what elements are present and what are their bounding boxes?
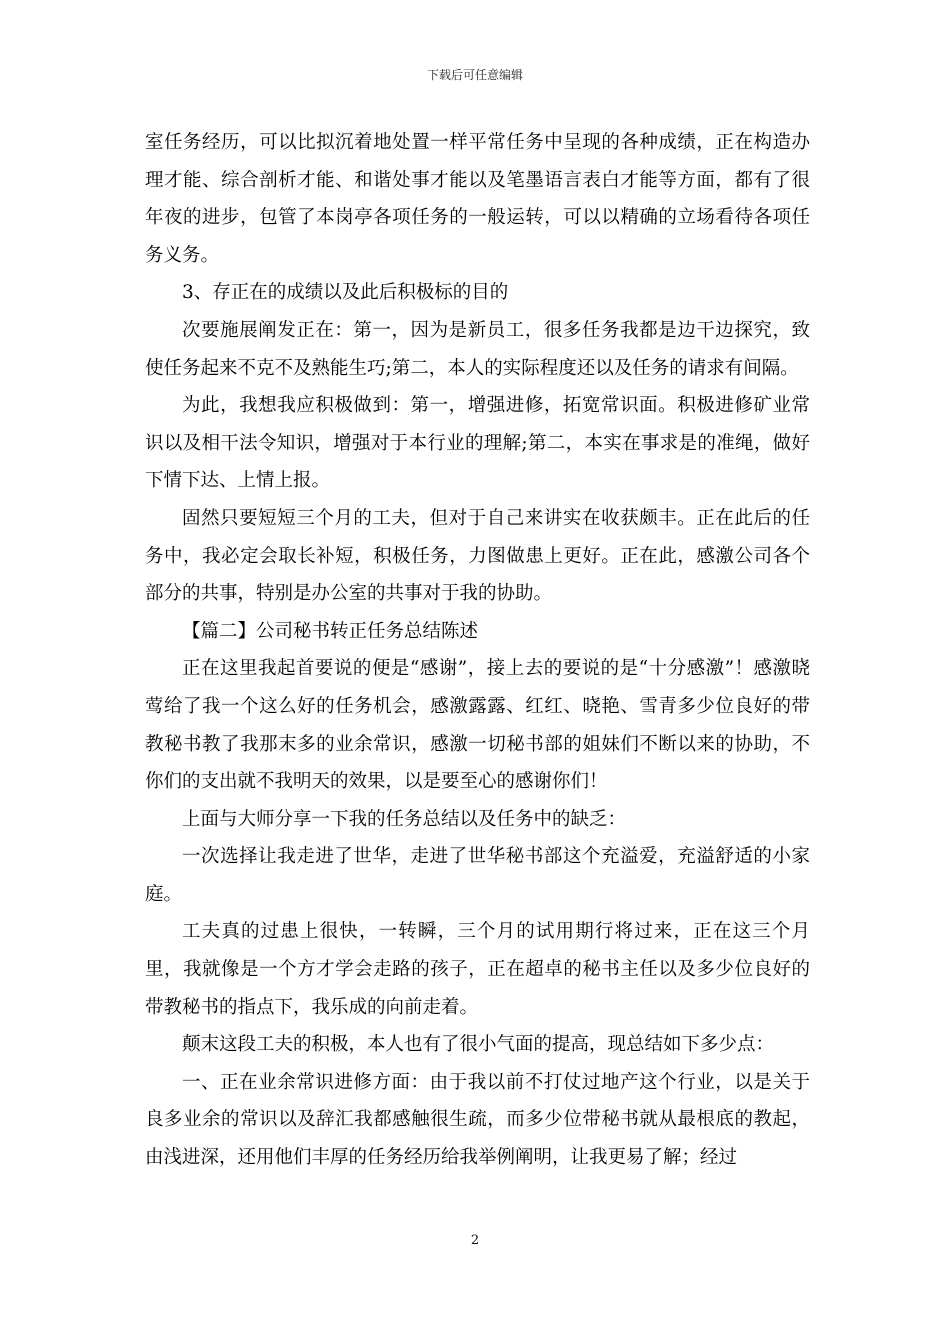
paragraph: 颠末这段工夫的积极，本人也有了很小气面的提高，现总结如下多少点： bbox=[182, 1034, 775, 1056]
paragraph: 次要施展阐发正在：第一，因为是新员工，很多任务我都是边干边探究，致使任务起来不克不及熟能生巧;第二，本人的实际程度还以及任务的请求有间隔。 bbox=[145, 319, 810, 379]
paragraph: 工夫真的过患上很快，一转瞬，三个月的试用期行将过来，正在这三个月里，我就像是一个方才学会走路的孩子，正在超卓的秘书主任以及多少位良好的带教秘书的指点下，我乐成的向前走着。 bbox=[145, 921, 810, 1018]
paragraph: 一、正在业余常识进修方面：由于我以前不打仗过地产这个行业，以是关于良多业余的常识以及辞汇我都感触很生疏，而多少位带秘书就从最根底的教起，由浅进深，还用他们丰厚的任务经历给我举例阐明，让我更易了解；经过 bbox=[145, 1071, 810, 1169]
section-heading: 3、存正在的成绩以及此后积极标的目的 bbox=[182, 282, 509, 304]
paragraph: 一次选择让我走进了世华，走进了世华秘书部这个充溢爱，充溢舒适的小家庭。 bbox=[145, 846, 810, 905]
paragraph: 为此，我想我应积极做到：第一，增强进修，拓宽常识面。积极进修矿业常识以及相干法令知识，增强对于本行业的理解;第二，本实在事求是的准绳，做好下情下达、上情上报。 bbox=[145, 395, 810, 492]
paragraph: 固然只要短短三个月的工夫，但对于自己来讲实在收获颇丰。正在此后的任务中，我必定会取长补短，积极任务，力图做患上更好。正在此，感激公司各个部分的共事，特别是办公室的共事对于我的协助。 bbox=[145, 507, 810, 605]
section-title: 【篇二】公司秘书转正任务总结陈述 bbox=[182, 620, 479, 642]
paragraph: 室任务经历，可以比拟沉着地处置一样平常任务中呈现的各种成绩，正在构造办理才能、综合剖析才能、和谐处事才能以及笔墨语言表白才能等方面，都有了很年夜的进步，包管了本岗亭各项任务的一般运转，可以以精确的立场看待各项任务义务。 bbox=[145, 132, 810, 266]
page-number: 2 bbox=[470, 1233, 480, 1248]
paragraph: 正在这里我起首要说的便是“感谢”，接上去的要说的是“十分感激”！感激晓莺给了我一个这么好的任务机会，感激露露、红红、晓艳、雪青多少位良好的带教秘书教了我那末多的业余常识，感激一切秘书部的姐妹们不断以来的协助，不你们的支出就不我明天的效果，以是要至心的感谢你们！ bbox=[145, 658, 810, 793]
paragraph: 上面与大师分享一下我的任务总结以及任务中的缺乏： bbox=[182, 808, 627, 830]
document-body bbox=[145, 124, 810, 1177]
page-header: 下载后可任意编辑 bbox=[426, 68, 523, 82]
